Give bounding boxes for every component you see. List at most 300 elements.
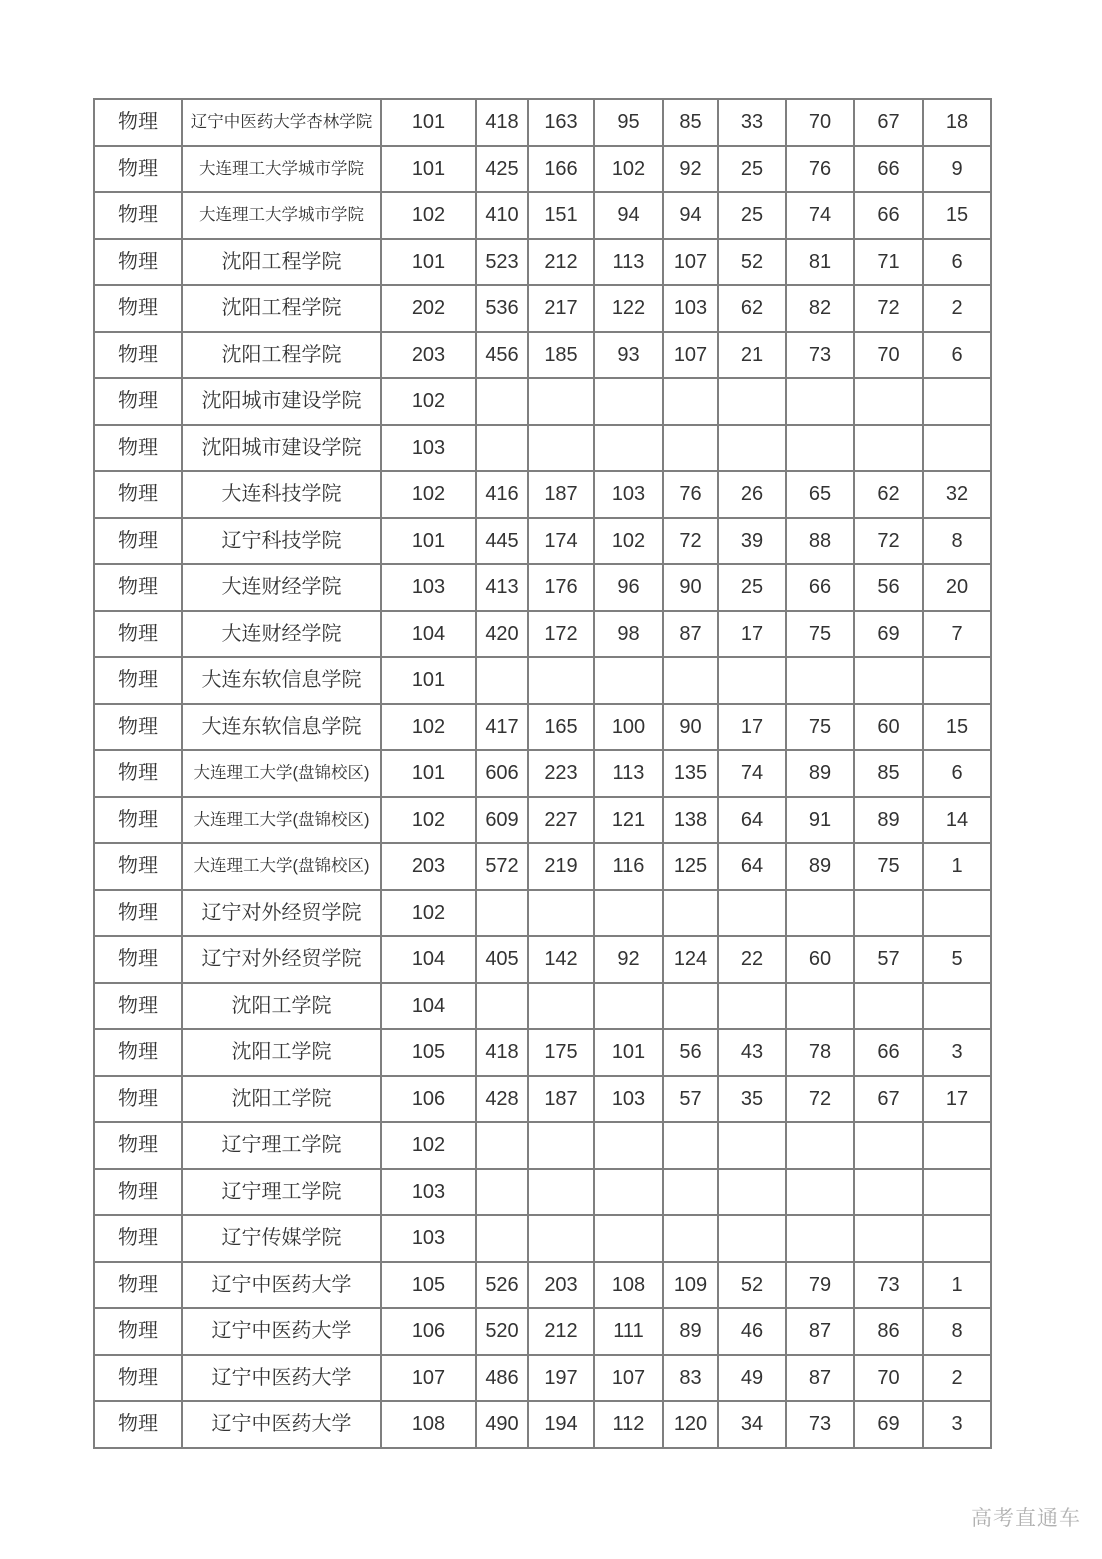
cell-score-8 (923, 425, 991, 472)
table-row (94, 1122, 991, 1169)
cell-score-4: 56 (663, 1029, 718, 1076)
cell-score-8: 6 (923, 750, 991, 797)
cell-score-1 (476, 657, 528, 704)
cell-code: 203 (381, 843, 476, 890)
cell-subject: 物理 (94, 564, 182, 611)
cell-score-1: 420 (476, 611, 528, 658)
cell-score-2 (528, 983, 594, 1030)
cell-code: 103 (381, 1169, 476, 1216)
cell-score-3 (594, 425, 663, 472)
cell-score-4: 135 (663, 750, 718, 797)
cell-score-3 (594, 1169, 663, 1216)
cell-code: 102 (381, 192, 476, 239)
cell-score-3 (594, 657, 663, 704)
cell-score-3: 111 (594, 1308, 663, 1355)
cell-score-6 (786, 425, 854, 472)
cell-score-3: 102 (594, 146, 663, 193)
cell-score-4: 125 (663, 843, 718, 890)
cell-score-5: 64 (718, 797, 786, 844)
cell-score-1 (476, 1215, 528, 1262)
cell-score-5: 34 (718, 1401, 786, 1448)
cell-school: 辽宁中医药大学 (182, 1308, 381, 1355)
cell-score-5: 25 (718, 146, 786, 193)
cell-score-4: 138 (663, 797, 718, 844)
cell-code: 203 (381, 332, 476, 379)
cell-score-8: 32 (923, 471, 991, 518)
cell-code: 103 (381, 1215, 476, 1262)
cell-score-5: 33 (718, 99, 786, 146)
cell-subject: 物理 (94, 99, 182, 146)
cell-score-8: 3 (923, 1029, 991, 1076)
table-row (94, 192, 991, 239)
cell-score-1: 609 (476, 797, 528, 844)
cell-score-5: 62 (718, 285, 786, 332)
cell-score-6: 75 (786, 704, 854, 751)
cell-score-6: 72 (786, 1076, 854, 1123)
cell-code: 103 (381, 425, 476, 472)
cell-score-6: 78 (786, 1029, 854, 1076)
cell-code: 107 (381, 1355, 476, 1402)
table-row (94, 1308, 991, 1355)
cell-score-3: 103 (594, 471, 663, 518)
cell-score-5: 49 (718, 1355, 786, 1402)
table-row (94, 471, 991, 518)
cell-code: 105 (381, 1262, 476, 1309)
cell-score-7 (854, 425, 923, 472)
cell-score-1: 490 (476, 1401, 528, 1448)
cell-score-3: 95 (594, 99, 663, 146)
cell-code: 102 (381, 704, 476, 751)
cell-score-8: 6 (923, 239, 991, 286)
cell-subject: 物理 (94, 1308, 182, 1355)
cell-score-3 (594, 378, 663, 425)
cell-subject: 物理 (94, 890, 182, 937)
cell-score-5: 17 (718, 704, 786, 751)
cell-score-2: 212 (528, 1308, 594, 1355)
table-row (94, 332, 991, 379)
cell-score-8: 15 (923, 192, 991, 239)
cell-score-1: 417 (476, 704, 528, 751)
cell-score-2: 187 (528, 471, 594, 518)
cell-score-1: 456 (476, 332, 528, 379)
cell-score-4: 85 (663, 99, 718, 146)
cell-school: 辽宁中医药大学 (182, 1401, 381, 1448)
cell-score-6: 88 (786, 518, 854, 565)
cell-score-1 (476, 983, 528, 1030)
table-row (94, 1262, 991, 1309)
scores-table-body (94, 99, 991, 1448)
cell-score-7: 66 (854, 146, 923, 193)
cell-code: 101 (381, 657, 476, 704)
cell-score-3: 116 (594, 843, 663, 890)
cell-subject: 物理 (94, 192, 182, 239)
cell-score-4 (663, 890, 718, 937)
cell-school: 大连财经学院 (182, 564, 381, 611)
cell-score-1: 520 (476, 1308, 528, 1355)
cell-code: 106 (381, 1308, 476, 1355)
cell-score-4: 90 (663, 704, 718, 751)
cell-score-2: 223 (528, 750, 594, 797)
cell-score-4: 109 (663, 1262, 718, 1309)
cell-score-7: 60 (854, 704, 923, 751)
cell-score-7 (854, 657, 923, 704)
cell-code: 108 (381, 1401, 476, 1448)
cell-score-4 (663, 1215, 718, 1262)
cell-score-6: 73 (786, 1401, 854, 1448)
cell-score-5 (718, 378, 786, 425)
cell-score-5: 46 (718, 1308, 786, 1355)
cell-school: 辽宁科技学院 (182, 518, 381, 565)
cell-subject: 物理 (94, 1355, 182, 1402)
cell-score-1: 405 (476, 936, 528, 983)
cell-score-5: 74 (718, 750, 786, 797)
cell-score-2 (528, 657, 594, 704)
cell-score-4: 94 (663, 192, 718, 239)
cell-score-2: 194 (528, 1401, 594, 1448)
cell-score-8 (923, 890, 991, 937)
cell-code: 102 (381, 471, 476, 518)
cell-score-4: 120 (663, 1401, 718, 1448)
cell-score-4: 92 (663, 146, 718, 193)
cell-subject: 物理 (94, 1076, 182, 1123)
table-row (94, 704, 991, 751)
cell-subject: 物理 (94, 378, 182, 425)
cell-score-5 (718, 1122, 786, 1169)
cell-score-7: 66 (854, 1029, 923, 1076)
cell-school: 辽宁中医药大学杏林学院 (182, 99, 381, 146)
cell-score-6 (786, 1169, 854, 1216)
scores-table (93, 98, 992, 1449)
cell-score-2 (528, 378, 594, 425)
cell-score-1: 425 (476, 146, 528, 193)
cell-score-1: 572 (476, 843, 528, 890)
cell-score-3: 113 (594, 750, 663, 797)
cell-score-6 (786, 1122, 854, 1169)
table-row (94, 611, 991, 658)
cell-score-6: 87 (786, 1355, 854, 1402)
cell-subject: 物理 (94, 1215, 182, 1262)
cell-subject: 物理 (94, 750, 182, 797)
cell-score-7: 69 (854, 611, 923, 658)
table-row (94, 1215, 991, 1262)
cell-score-6: 74 (786, 192, 854, 239)
cell-score-6: 60 (786, 936, 854, 983)
cell-score-6: 75 (786, 611, 854, 658)
cell-score-2: 151 (528, 192, 594, 239)
cell-score-3 (594, 890, 663, 937)
watermark-text: 高考直通车 (971, 1507, 1081, 1530)
table-row (94, 378, 991, 425)
cell-subject: 物理 (94, 146, 182, 193)
cell-code: 105 (381, 1029, 476, 1076)
table-row (94, 146, 991, 193)
cell-score-4: 89 (663, 1308, 718, 1355)
cell-score-4: 124 (663, 936, 718, 983)
cell-score-2: 219 (528, 843, 594, 890)
table-row (94, 797, 991, 844)
cell-score-4: 107 (663, 239, 718, 286)
cell-score-7 (854, 983, 923, 1030)
cell-score-7: 67 (854, 1076, 923, 1123)
cell-score-1: 410 (476, 192, 528, 239)
cell-score-5 (718, 1215, 786, 1262)
cell-score-5: 43 (718, 1029, 786, 1076)
cell-code: 104 (381, 936, 476, 983)
cell-score-2 (528, 890, 594, 937)
cell-score-6: 65 (786, 471, 854, 518)
cell-score-2: 187 (528, 1076, 594, 1123)
cell-score-2: 217 (528, 285, 594, 332)
cell-score-3: 113 (594, 239, 663, 286)
table-row (94, 936, 991, 983)
cell-score-8: 2 (923, 1355, 991, 1402)
cell-code: 103 (381, 564, 476, 611)
cell-score-2: 176 (528, 564, 594, 611)
table-row (94, 425, 991, 472)
cell-school: 辽宁中医药大学 (182, 1262, 381, 1309)
cell-score-3: 94 (594, 192, 663, 239)
cell-score-4 (663, 1122, 718, 1169)
cell-school: 大连理工大学(盘锦校区) (182, 843, 381, 890)
cell-score-1: 445 (476, 518, 528, 565)
cell-score-8 (923, 983, 991, 1030)
cell-subject: 物理 (94, 936, 182, 983)
cell-score-7: 89 (854, 797, 923, 844)
cell-score-2 (528, 1215, 594, 1262)
cell-score-7: 71 (854, 239, 923, 286)
cell-subject: 物理 (94, 518, 182, 565)
cell-score-8 (923, 657, 991, 704)
cell-score-4: 76 (663, 471, 718, 518)
cell-score-8: 9 (923, 146, 991, 193)
cell-score-1 (476, 425, 528, 472)
cell-score-3 (594, 1122, 663, 1169)
cell-score-8 (923, 1122, 991, 1169)
cell-score-2: 166 (528, 146, 594, 193)
cell-score-1: 606 (476, 750, 528, 797)
cell-score-8: 1 (923, 843, 991, 890)
cell-school: 沈阳城市建设学院 (182, 378, 381, 425)
cell-score-4 (663, 657, 718, 704)
cell-score-6 (786, 983, 854, 1030)
cell-school: 大连财经学院 (182, 611, 381, 658)
cell-school: 辽宁对外经贸学院 (182, 890, 381, 937)
cell-score-3: 107 (594, 1355, 663, 1402)
cell-score-4: 87 (663, 611, 718, 658)
cell-school: 大连科技学院 (182, 471, 381, 518)
cell-score-6 (786, 1215, 854, 1262)
cell-code: 101 (381, 750, 476, 797)
cell-score-7: 86 (854, 1308, 923, 1355)
cell-score-3: 92 (594, 936, 663, 983)
cell-subject: 物理 (94, 425, 182, 472)
cell-school: 大连理工大学城市学院 (182, 146, 381, 193)
cell-score-7: 57 (854, 936, 923, 983)
cell-score-7 (854, 890, 923, 937)
cell-score-3: 93 (594, 332, 663, 379)
cell-score-7: 70 (854, 332, 923, 379)
cell-subject: 物理 (94, 843, 182, 890)
cell-score-2 (528, 425, 594, 472)
cell-score-7 (854, 1122, 923, 1169)
cell-score-4: 57 (663, 1076, 718, 1123)
table-row (94, 1401, 991, 1448)
cell-score-8: 5 (923, 936, 991, 983)
cell-code: 102 (381, 890, 476, 937)
table-row (94, 285, 991, 332)
cell-subject: 物理 (94, 704, 182, 751)
cell-score-2: 185 (528, 332, 594, 379)
cell-score-5 (718, 1169, 786, 1216)
cell-school: 沈阳工学院 (182, 983, 381, 1030)
table-row (94, 1076, 991, 1123)
cell-school: 沈阳工学院 (182, 1029, 381, 1076)
cell-score-5 (718, 983, 786, 1030)
cell-score-1: 536 (476, 285, 528, 332)
cell-score-7: 72 (854, 518, 923, 565)
cell-score-8: 8 (923, 1308, 991, 1355)
cell-subject: 物理 (94, 471, 182, 518)
cell-code: 104 (381, 983, 476, 1030)
table-row (94, 890, 991, 937)
cell-score-1: 418 (476, 99, 528, 146)
cell-score-1 (476, 890, 528, 937)
cell-subject: 物理 (94, 657, 182, 704)
cell-school: 大连理工大学城市学院 (182, 192, 381, 239)
cell-subject: 物理 (94, 1401, 182, 1448)
cell-score-2: 142 (528, 936, 594, 983)
cell-score-5: 64 (718, 843, 786, 890)
cell-score-6 (786, 378, 854, 425)
cell-score-7: 67 (854, 99, 923, 146)
cell-school: 沈阳工程学院 (182, 332, 381, 379)
cell-score-1: 526 (476, 1262, 528, 1309)
cell-score-7: 66 (854, 192, 923, 239)
cell-score-4: 83 (663, 1355, 718, 1402)
cell-subject: 物理 (94, 1122, 182, 1169)
cell-score-3: 98 (594, 611, 663, 658)
table-row (94, 518, 991, 565)
cell-code: 102 (381, 797, 476, 844)
cell-subject: 物理 (94, 1262, 182, 1309)
cell-score-8 (923, 1169, 991, 1216)
cell-school: 辽宁中医药大学 (182, 1355, 381, 1402)
cell-subject: 物理 (94, 239, 182, 286)
cell-score-5: 52 (718, 239, 786, 286)
cell-code: 101 (381, 99, 476, 146)
cell-code: 101 (381, 518, 476, 565)
cell-code: 102 (381, 1122, 476, 1169)
cell-score-1: 486 (476, 1355, 528, 1402)
table-row (94, 1355, 991, 1402)
cell-subject: 物理 (94, 983, 182, 1030)
cell-score-2: 175 (528, 1029, 594, 1076)
cell-score-3: 100 (594, 704, 663, 751)
cell-score-4: 107 (663, 332, 718, 379)
cell-score-6: 87 (786, 1308, 854, 1355)
cell-score-5: 21 (718, 332, 786, 379)
cell-score-5: 17 (718, 611, 786, 658)
cell-score-6: 81 (786, 239, 854, 286)
cell-score-6 (786, 657, 854, 704)
cell-score-2: 227 (528, 797, 594, 844)
cell-score-5: 35 (718, 1076, 786, 1123)
cell-score-8: 15 (923, 704, 991, 751)
cell-score-8: 3 (923, 1401, 991, 1448)
cell-score-3: 122 (594, 285, 663, 332)
cell-code: 101 (381, 239, 476, 286)
cell-score-7: 56 (854, 564, 923, 611)
cell-score-8 (923, 378, 991, 425)
cell-score-7: 73 (854, 1262, 923, 1309)
cell-score-6: 79 (786, 1262, 854, 1309)
cell-school: 沈阳工程学院 (182, 285, 381, 332)
cell-score-8: 2 (923, 285, 991, 332)
cell-score-4 (663, 425, 718, 472)
table-row (94, 99, 991, 146)
cell-code: 106 (381, 1076, 476, 1123)
cell-score-7 (854, 1169, 923, 1216)
cell-school: 沈阳工程学院 (182, 239, 381, 286)
cell-school: 沈阳城市建设学院 (182, 425, 381, 472)
cell-score-8: 17 (923, 1076, 991, 1123)
cell-score-6: 89 (786, 750, 854, 797)
cell-score-5: 39 (718, 518, 786, 565)
cell-school: 大连理工大学(盘锦校区) (182, 750, 381, 797)
cell-score-4: 90 (663, 564, 718, 611)
cell-code: 101 (381, 146, 476, 193)
table-row (94, 1029, 991, 1076)
cell-code: 102 (381, 378, 476, 425)
cell-score-2: 197 (528, 1355, 594, 1402)
cell-score-6: 70 (786, 99, 854, 146)
cell-score-8: 1 (923, 1262, 991, 1309)
cell-score-3: 121 (594, 797, 663, 844)
cell-score-1: 523 (476, 239, 528, 286)
cell-score-2: 172 (528, 611, 594, 658)
cell-school: 大连东软信息学院 (182, 704, 381, 751)
cell-score-7: 69 (854, 1401, 923, 1448)
cell-score-8: 6 (923, 332, 991, 379)
cell-score-2: 163 (528, 99, 594, 146)
cell-score-2 (528, 1169, 594, 1216)
cell-score-8 (923, 1215, 991, 1262)
table-row (94, 564, 991, 611)
cell-score-2: 174 (528, 518, 594, 565)
cell-score-3 (594, 983, 663, 1030)
cell-score-4 (663, 378, 718, 425)
cell-score-1: 428 (476, 1076, 528, 1123)
cell-subject: 物理 (94, 332, 182, 379)
cell-subject: 物理 (94, 1169, 182, 1216)
cell-score-5: 25 (718, 192, 786, 239)
cell-score-4: 72 (663, 518, 718, 565)
cell-score-1: 416 (476, 471, 528, 518)
cell-score-5: 26 (718, 471, 786, 518)
cell-score-4: 103 (663, 285, 718, 332)
cell-score-7: 70 (854, 1355, 923, 1402)
cell-score-3: 112 (594, 1401, 663, 1448)
table-row (94, 239, 991, 286)
table-row (94, 983, 991, 1030)
cell-score-1 (476, 1169, 528, 1216)
cell-score-3: 101 (594, 1029, 663, 1076)
cell-school: 大连东软信息学院 (182, 657, 381, 704)
cell-subject: 物理 (94, 1029, 182, 1076)
cell-score-5 (718, 657, 786, 704)
cell-score-3: 102 (594, 518, 663, 565)
cell-score-3: 108 (594, 1262, 663, 1309)
